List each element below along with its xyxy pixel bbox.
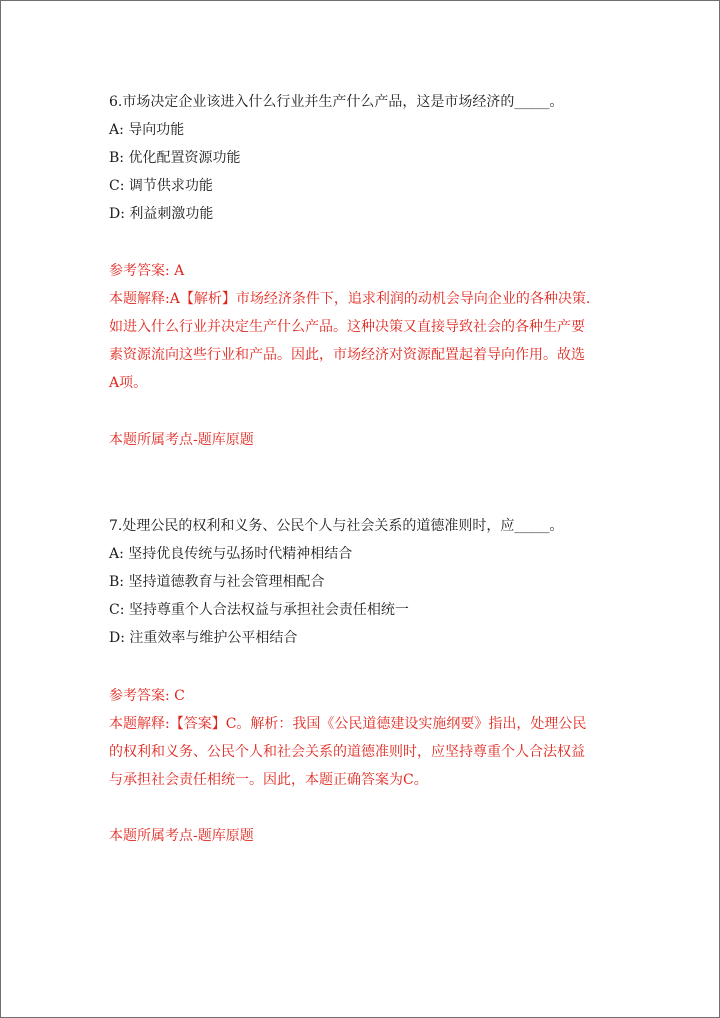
- question-7-option-c: C: 坚持尊重个人合法权益与承担社会责任相统一: [109, 602, 409, 618]
- question-7-source: 本题所属考点-题库原题: [109, 828, 254, 844]
- question-6-option-b: B: 优化配置资源功能: [109, 150, 241, 166]
- question-6-explanation: [109, 285, 615, 397]
- question-6-option-a: A: 导向功能: [109, 122, 185, 138]
- question-7-answer: 参考答案: C: [109, 688, 185, 704]
- question-6-option-c: C: 调节供求功能: [109, 178, 213, 194]
- question-7-explanation-line: 本题解释:【答案】C。解析：我国《公民道德建设实施纲要》指出，处理公民: [109, 716, 587, 732]
- question-6-explanation-line: 本题解释:A【解析】市场经济条件下，追求利润的动机会导向企业的各种决策.: [109, 291, 591, 307]
- question-7-stem: 7.处理公民的权利和义务、公民个人与社会关系的道德准则时，应_____。: [109, 518, 564, 534]
- question-6-answer: 参考答案: A: [109, 263, 185, 279]
- question-7-explanation-line: 与承担社会责任相统一。因此，本题正确答案为C。: [109, 772, 428, 788]
- question-6-source: 本题所属考点-题库原题: [109, 432, 254, 448]
- question-7-option-b: B: 坚持道德教育与社会管理相配合: [109, 574, 325, 590]
- question-6-stem: 6.市场决定企业该进入什么行业并生产什么产品，这是市场经济的_____。: [109, 94, 564, 110]
- question-6-explanation-line: 如进入什么行业并决定生产什么产品。这种决策又直接导致社会的各种生产要: [109, 319, 585, 335]
- question-6-option-d: D: 利益刺激功能: [109, 206, 214, 222]
- question-7-option-d: D: 注重效率与维护公平相结合: [109, 630, 298, 646]
- question-7-explanation: [109, 710, 615, 794]
- question-6-explanation-line: A项。: [109, 375, 148, 391]
- question-6-explanation-line: 素资源流向这些行业和产品。因此，市场经济对资源配置起着导向作用。故选: [109, 347, 585, 363]
- question-7-option-a: A: 坚持优良传统与弘扬时代精神相结合: [109, 546, 353, 562]
- question-7-explanation-line: 的权利和义务、公民个人和社会关系的道德准则时，应坚持尊重个人合法权益: [109, 744, 585, 760]
